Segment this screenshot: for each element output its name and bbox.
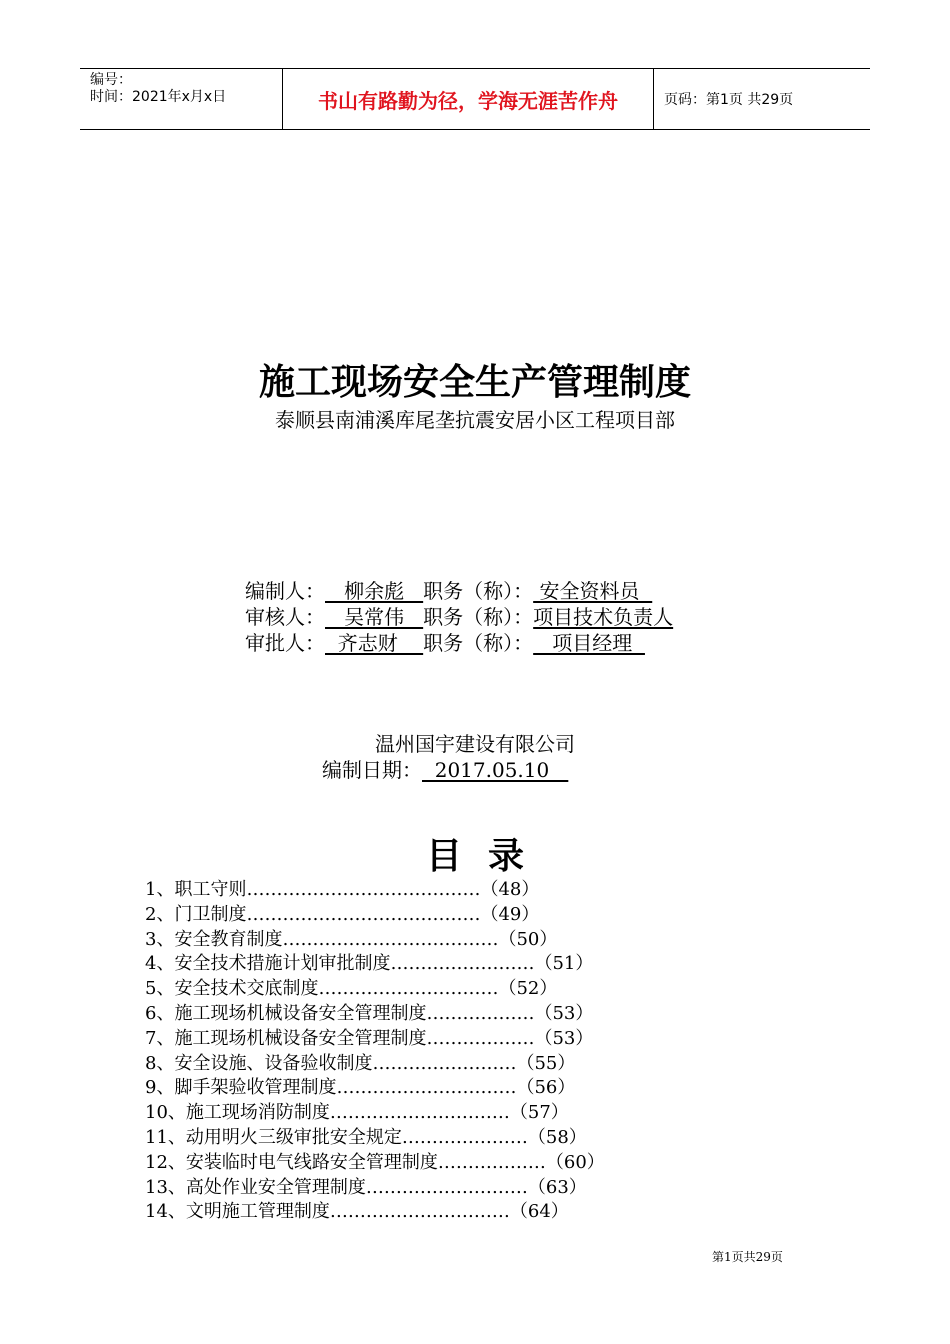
- signoff-title: 项目技术负责人: [533, 605, 674, 629]
- header-motto: 书山有路勤为径，学海无涯苦作舟: [282, 69, 654, 129]
- signoff-role: 审批人：: [245, 631, 325, 655]
- toc-item[interactable]: 13、高处作业安全管理制度………………………（63）: [145, 1176, 587, 1198]
- toc-item[interactable]: 8、安全设施、设备验收制度……………………（55）: [145, 1052, 576, 1074]
- toc-title: 目录: [425, 836, 550, 877]
- compile-date: [322, 754, 568, 783]
- toc-list: [145, 878, 605, 1225]
- signoff-name: 齐志财: [325, 631, 424, 655]
- signoff-title-label: 职务（称）：: [423, 605, 534, 629]
- toc-item[interactable]: 2、门卫制度…………………………………（49）: [145, 903, 540, 925]
- toc-item[interactable]: 12、安装临时电气线路安全管理制度………………（60）: [145, 1151, 605, 1173]
- toc-item[interactable]: 9、脚手架验收管理制度…………………………（56）: [145, 1077, 576, 1099]
- signoff-name: 吴常伟: [325, 605, 424, 629]
- signoff-title-label: 职务（称）：: [423, 631, 534, 655]
- page-header: [80, 68, 870, 130]
- company-name: 温州国宇建设有限公司: [375, 732, 575, 756]
- signoff-row-reviewer: [245, 604, 673, 630]
- signoff-title-label: 职务（称）：: [423, 579, 534, 603]
- signoff-block: [245, 578, 673, 656]
- toc-item[interactable]: 14、文明施工管理制度…………………………（64）: [145, 1201, 569, 1223]
- signoff-title: 安全资料员: [533, 579, 653, 603]
- header-time-label: 时间：2021年x月x日: [90, 89, 227, 105]
- header-number-label: 编号：: [90, 72, 132, 88]
- toc-item[interactable]: 1、职工守则…………………………………（48）: [145, 879, 540, 900]
- toc-item[interactable]: 10、施工现场消防制度…………………………（57）: [145, 1102, 569, 1124]
- signoff-row-preparer: [245, 578, 673, 604]
- date-label: 编制日期：: [322, 758, 422, 782]
- header-info-cell: [80, 69, 282, 129]
- header-page-label: 页码：第1页 共29页: [664, 92, 794, 108]
- page-footer: 第1页共29页: [712, 1250, 783, 1264]
- signoff-name: 柳余彪: [325, 579, 424, 603]
- toc-item[interactable]: 7、施工现场机械设备安全管理制度………………（53）: [145, 1027, 594, 1049]
- toc-item[interactable]: 5、安全技术交底制度…………………………（52）: [145, 978, 558, 1000]
- signoff-role: 编制人：: [245, 579, 325, 603]
- toc-item[interactable]: 6、施工现场机械设备安全管理制度………………（53）: [145, 1002, 594, 1024]
- document-title: 施工现场安全生产管理制度: [258, 362, 691, 403]
- toc-item[interactable]: 3、安全教育制度………………………………（50）: [145, 928, 558, 950]
- document-subtitle: 泰顺县南浦溪库尾垄抗震安居小区工程项目部: [275, 408, 675, 432]
- toc-item[interactable]: 11、动用明火三级审批安全规定…………………（58）: [145, 1126, 587, 1148]
- signoff-role: 审核人：: [245, 605, 325, 629]
- toc-item[interactable]: 4、安全技术措施计划审批制度……………………（51）: [145, 953, 594, 975]
- signoff-row-approver: [245, 630, 673, 656]
- date-value: 2017.05.10: [422, 758, 569, 782]
- signoff-title: 项目经理: [533, 631, 645, 655]
